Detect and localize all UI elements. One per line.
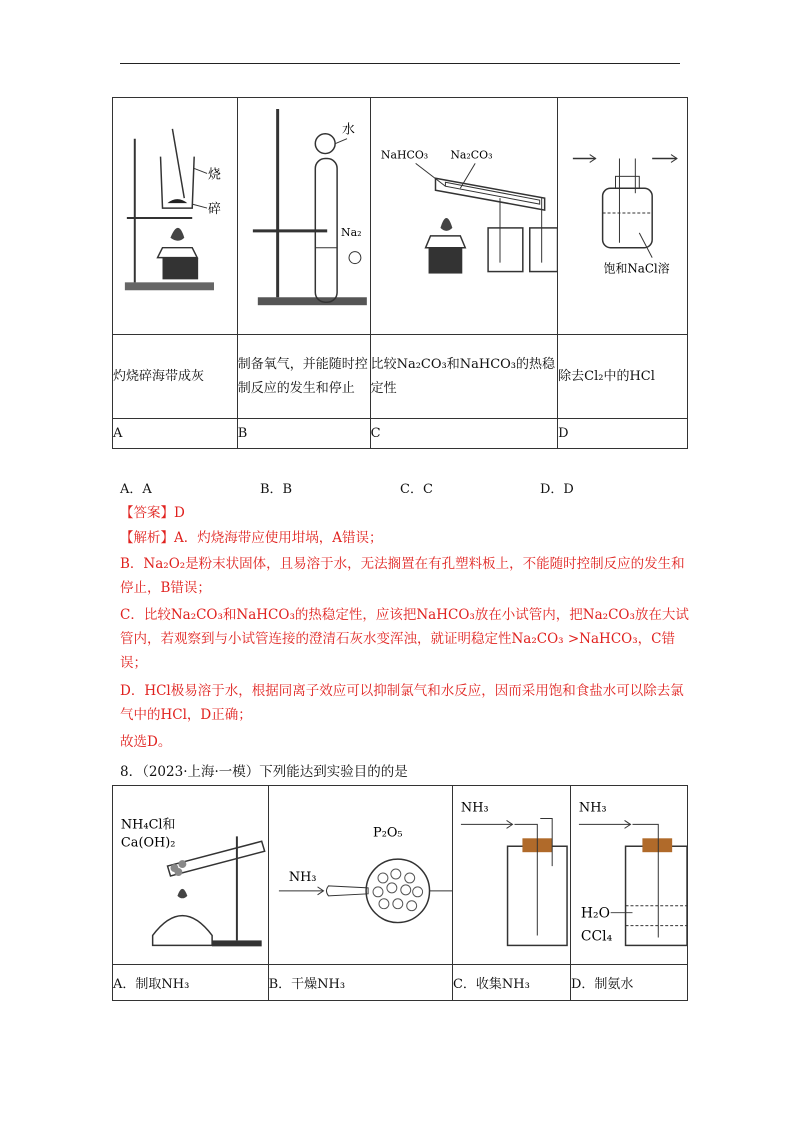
fig8b-label-1: P₂O₅: [372, 825, 403, 841]
q7-figure-row: [113, 98, 688, 335]
thermal-stability-figure: [371, 98, 558, 334]
option-c: C．C: [400, 482, 433, 497]
oxygen-generator-figure: [238, 98, 370, 334]
q8-figure-row: [113, 786, 688, 965]
q7-figure-a: [113, 98, 238, 335]
fig-b-label-2: Na₂: [340, 225, 362, 239]
q8-caption-b: B．干燥NH₃: [268, 965, 452, 1001]
ammonia-water-figure: [571, 786, 687, 964]
q8-table: [112, 785, 688, 1001]
fig-c-label-1: NaHCO₃: [380, 148, 428, 162]
q8-caption-row: [113, 965, 688, 1001]
q8-stem: 8．（2023·上海·一模）下列能达到实验目的的是: [120, 764, 408, 780]
fig8d-label-1: NH₃: [578, 800, 607, 816]
fig8d-label-3: CCl₄: [580, 928, 613, 945]
q7-caption-c: 比较Na₂CO₃和NaHCO₃的热稳定性: [370, 335, 558, 419]
q7-caption-row: [113, 335, 688, 419]
fig-d-label-1: 饱和NaCl溶: [603, 261, 670, 276]
ammonia-prep-figure: [113, 786, 268, 964]
option-d: D．D: [540, 482, 574, 497]
q7-letter-a: A: [113, 419, 238, 449]
gas-collection-figure: [453, 786, 570, 964]
q8-caption-c: C．收集NH₃: [452, 965, 570, 1001]
analysis-a: 【解析】A．灼烧海带应使用坩埚，A错误；: [120, 530, 383, 546]
q7-letter-b: B: [237, 419, 370, 449]
q7-options: [120, 478, 680, 498]
q7-figure-b: [237, 98, 370, 335]
fig8a-label-2: Ca(OH)₂: [120, 835, 176, 851]
option-a: A．A: [120, 482, 152, 497]
q8-figure-b: [268, 786, 452, 965]
option-b: B．B: [260, 482, 293, 497]
q7-letter-row: [113, 419, 688, 449]
q8-caption-a: A．制取NH₃: [113, 965, 269, 1001]
q8-caption-d: D．制氨水: [570, 965, 687, 1001]
fig-a-label-1: 烧: [208, 167, 221, 183]
q8-figure-a: [113, 786, 269, 965]
analysis-c: C．比较Na₂CO₃和NaHCO₃的热稳定性，应该把NaHCO₃放在小试管内，把Na₂CO₃放在大试管内，若观察到与小试管连接的澄清石灰水变浑浊，就证明稳定性Na₂CO₃ >NaHCO₃，C错误；: [120, 607, 689, 671]
q8-figure-d: [570, 786, 687, 965]
analysis-b: B．Na₂O₂是粉末状固体，且易溶于水，无法搁置在有孔塑料板上，不能随时控制反应的发生和停止，B错误；: [120, 556, 685, 596]
fig8c-label-1: NH₃: [460, 800, 489, 816]
q7-caption-b: 制备氧气，并能随时控制反应的发生和停止: [237, 335, 370, 419]
analysis-d: D．HCl极易溶于水，根据同离子效应可以抑制氯气和水反应，因而采用饱和食盐水可以除去氯气中的HCl，D正确；: [120, 683, 684, 723]
burning-kelp-figure: [113, 98, 237, 334]
q7-caption-d: 除去Cl₂中的HCl: [558, 335, 688, 419]
q7-table: [112, 97, 688, 449]
fig-a-label-2: 碎: [208, 202, 221, 218]
answer-line: 【答案】D: [120, 505, 185, 521]
q7-letter-c: C: [370, 419, 558, 449]
conclusion: 故选D。: [120, 734, 172, 750]
fig-b-label-1: 水: [341, 122, 355, 138]
header-rule: [120, 63, 680, 64]
fig8b-label-2: NH₃: [288, 869, 317, 885]
fig8d-label-2: H₂O: [580, 905, 610, 922]
fig8a-label-1: NH₄Cl和: [120, 817, 176, 833]
gas-wash-bottle-figure: [558, 98, 687, 334]
q7-caption-a: 灼烧碎海带成灰: [113, 335, 238, 419]
fig-c-label-2: Na₂CO₃: [449, 148, 493, 162]
drying-tube-figure: [269, 786, 452, 964]
q7-letter-d: D: [558, 419, 688, 449]
q7-figure-c: [370, 98, 558, 335]
q8-figure-c: [452, 786, 570, 965]
q7-figure-d: [558, 98, 688, 335]
